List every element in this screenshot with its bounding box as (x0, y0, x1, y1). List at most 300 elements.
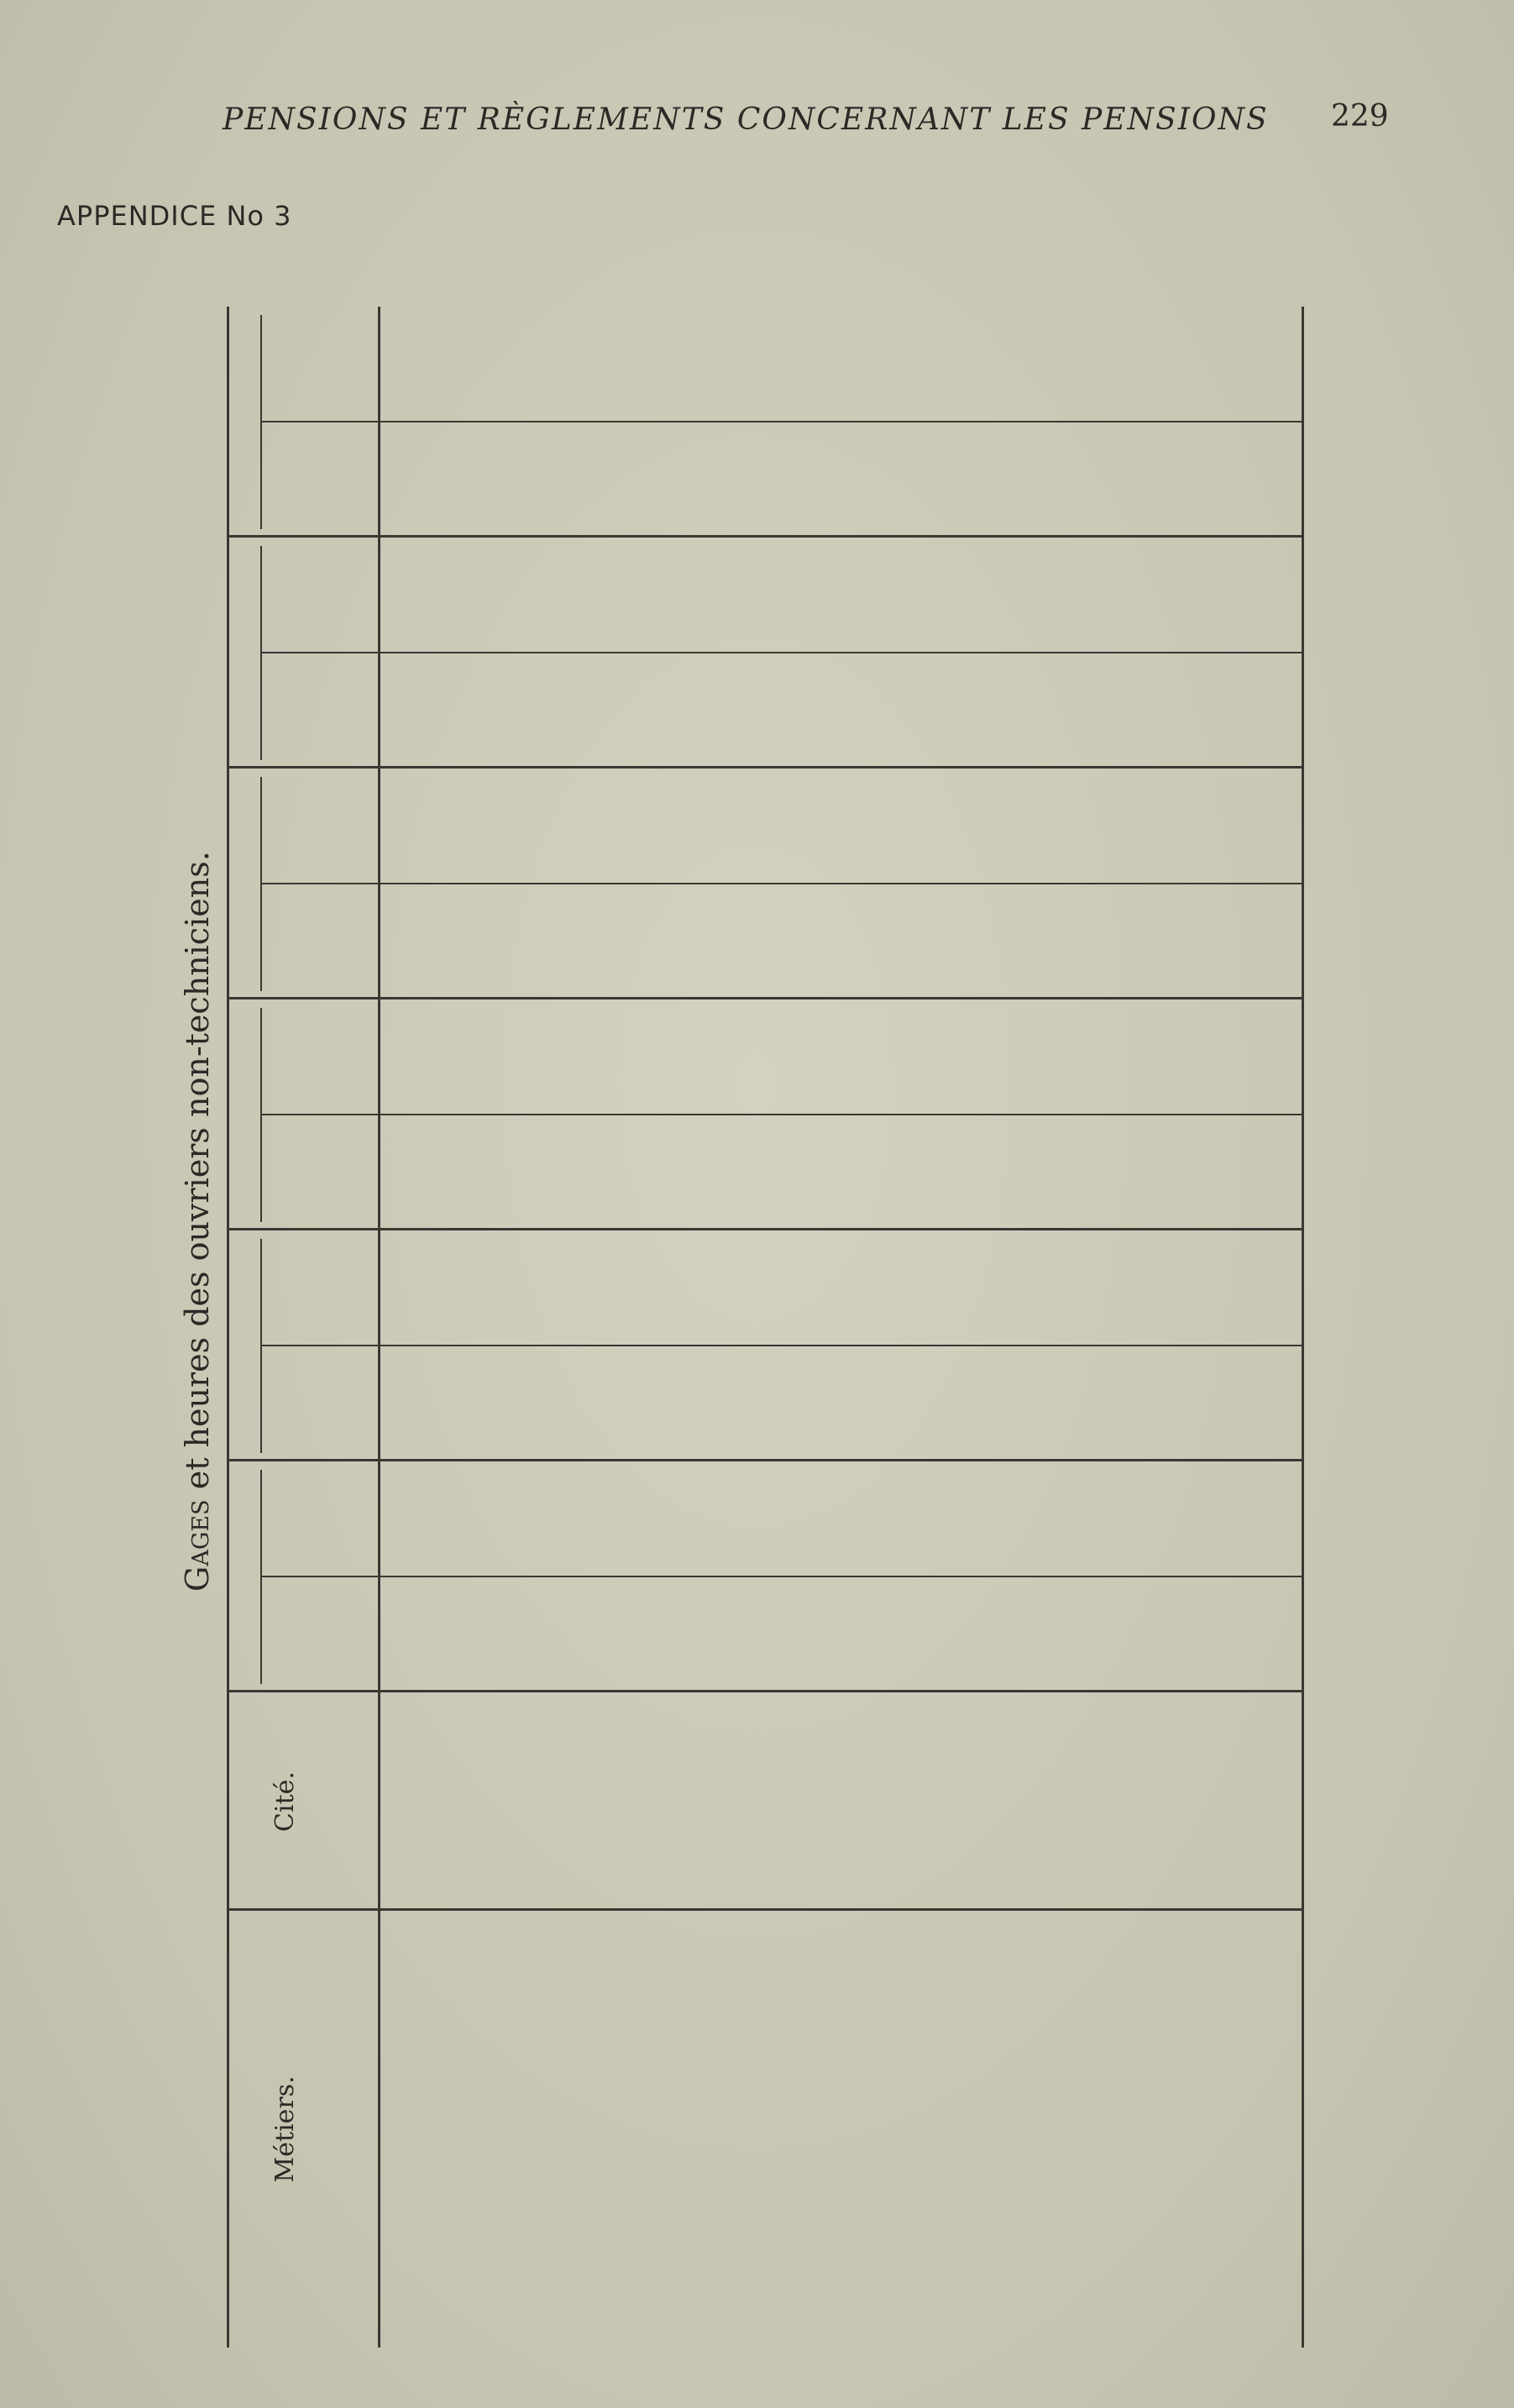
hours-cell (803, 1256, 826, 1321)
rate-hours-rule-5 (260, 421, 1302, 422)
rate-cell (879, 448, 903, 512)
rate-cell (1238, 1603, 1261, 1667)
rate-cell (1135, 1603, 1159, 1667)
rate-cell (777, 1141, 800, 1205)
rate-cell (828, 1141, 851, 1205)
rate-cell (777, 1603, 800, 1667)
hours-cell (752, 333, 775, 397)
hours-cell (905, 564, 929, 628)
hours-cell (674, 1487, 698, 1552)
hours-cell (674, 1256, 698, 1321)
hours-cell (1110, 564, 1134, 628)
rate-cell (1110, 1603, 1134, 1667)
rate-cell (572, 1603, 595, 1667)
rate-cell (547, 1603, 570, 1667)
rate-cell (572, 910, 595, 974)
rate-cell (1084, 679, 1108, 743)
hours-cell (547, 795, 570, 859)
rate-cell (905, 1603, 929, 1667)
rate-cell (444, 1372, 468, 1436)
hours-cell (930, 1256, 954, 1321)
rate-cell (930, 1603, 954, 1667)
hours-cell (956, 1026, 980, 1090)
rate-cell (521, 1141, 544, 1205)
rate-cell (1033, 679, 1056, 743)
rate-cell (930, 448, 954, 512)
table-title-rest: et heures des ouvriers non-techniciens. (179, 851, 216, 1500)
hours-cell (1264, 795, 1287, 859)
hours-cell (930, 1487, 954, 1552)
rate-cell (777, 910, 800, 974)
wages-table (168, 248, 1478, 2348)
hours-cell (521, 1256, 544, 1321)
rate-cell (726, 448, 749, 512)
hours-cell (1187, 1487, 1210, 1552)
hours-cell (418, 795, 442, 859)
rate-cell (752, 1141, 775, 1205)
hours-cell (1213, 1026, 1236, 1090)
rate-cell (956, 1603, 980, 1667)
hours-cell (700, 564, 724, 628)
hours-cell (444, 333, 468, 397)
hours-cell (444, 1256, 468, 1321)
hours-cell (469, 1487, 493, 1552)
rate-hours-rule-2 (260, 1114, 1302, 1115)
hours-cell (956, 333, 980, 397)
rate-cell (1135, 1372, 1159, 1436)
rate-cell (674, 1141, 698, 1205)
rate-cell (982, 910, 1005, 974)
rate-cell (1213, 910, 1236, 974)
hours-cell (879, 795, 903, 859)
hours-cell (623, 1256, 647, 1321)
rate-cell (495, 679, 519, 743)
city-data-rule (227, 1690, 1302, 1692)
hours-cell (521, 333, 544, 397)
hours-cell (1059, 1487, 1082, 1552)
rate-cell (1059, 1141, 1082, 1205)
hours-cell (1033, 1487, 1056, 1552)
hours-cell (649, 564, 673, 628)
rate-cell (854, 1603, 877, 1667)
rate-cell (418, 1372, 442, 1436)
rate-cell (1110, 448, 1134, 512)
hours-cell (1187, 333, 1210, 397)
hours-cell (854, 333, 877, 397)
hours-cell (1033, 795, 1056, 859)
rate-cell (469, 1372, 493, 1436)
hours-cell (623, 333, 647, 397)
rate-cell (1187, 1603, 1210, 1667)
hours-cell (1059, 564, 1082, 628)
rate-cell (956, 448, 980, 512)
rate-cell (879, 679, 903, 743)
hours-cell (803, 333, 826, 397)
hours-cell (1264, 1256, 1287, 1321)
rate-cell (1213, 679, 1236, 743)
hours-cell (1213, 795, 1236, 859)
rate-cell (854, 448, 877, 512)
rate-cell (1264, 448, 1287, 512)
hours-cell (1059, 333, 1082, 397)
rate-cell (905, 448, 929, 512)
hours-cell (674, 564, 698, 628)
hours-cell (930, 1026, 954, 1090)
rate-cell (1238, 910, 1261, 974)
rate-cell (1135, 448, 1159, 512)
rate-cell (1059, 910, 1082, 974)
rate-cell (726, 910, 749, 974)
rate-cell (1084, 1372, 1108, 1436)
rate-cell (700, 448, 724, 512)
rate-cell (418, 1603, 442, 1667)
rate-cell (623, 910, 647, 974)
page-number: 229 (1331, 99, 1389, 134)
rate-cell (623, 679, 647, 743)
rate-cell (1238, 448, 1261, 512)
hours-cell (1033, 333, 1056, 397)
rate-cell (879, 1141, 903, 1205)
year-rule-5 (227, 535, 1302, 538)
hours-cell (777, 564, 800, 628)
hours-cell (1264, 564, 1287, 628)
rate-cell (598, 1372, 621, 1436)
hours-cell (547, 333, 570, 397)
rate-cell (1161, 1372, 1185, 1436)
rate-cell (956, 1141, 980, 1205)
rate-cell (469, 1141, 493, 1205)
hours-cell (879, 1026, 903, 1090)
rate-cell (803, 1141, 826, 1205)
hours-cell (828, 1026, 851, 1090)
hours-cell (1161, 564, 1185, 628)
rate-cell (572, 679, 595, 743)
header-bottom-rule (378, 307, 380, 2348)
hours-cell (700, 1256, 724, 1321)
hours-cell (1084, 1026, 1108, 1090)
hours-cell (674, 333, 698, 397)
rate-cell (1213, 1141, 1236, 1205)
rate-cell (1008, 910, 1031, 974)
hours-cell (777, 795, 800, 859)
hours-cell (418, 333, 442, 397)
hours-cell (1033, 1256, 1056, 1321)
rate-cell (521, 1372, 544, 1436)
rate-cell (649, 910, 673, 974)
rate-cell (1008, 1603, 1031, 1667)
hours-cell (495, 1487, 519, 1552)
hours-cell (1084, 1256, 1108, 1321)
hours-cell (1059, 1026, 1082, 1090)
hours-cell (777, 1256, 800, 1321)
rate-cell (521, 448, 544, 512)
rate-cell (726, 679, 749, 743)
rate-cell (623, 448, 647, 512)
hours-cell (1187, 1256, 1210, 1321)
hours-cell (854, 795, 877, 859)
hours-cell (956, 564, 980, 628)
hours-cell (649, 1256, 673, 1321)
year-label-1 (227, 1230, 260, 1461)
hours-cell (726, 1256, 749, 1321)
rate-cell (1008, 1141, 1031, 1205)
rate-cell (1084, 448, 1108, 512)
hours-cell (930, 795, 954, 859)
hours-cell (905, 333, 929, 397)
rate-cell (982, 1141, 1005, 1205)
rate-cell (1033, 1372, 1056, 1436)
hours-cell (572, 333, 595, 397)
hours-cell (1110, 1026, 1134, 1090)
rate-cell (598, 1141, 621, 1205)
rate-cell (1059, 1603, 1082, 1667)
hours-cell (803, 795, 826, 859)
rate-cell (982, 1372, 1005, 1436)
hours-cell (956, 1256, 980, 1321)
hours-cell (803, 1487, 826, 1552)
hours-cell (572, 795, 595, 859)
hours-cell (572, 1487, 595, 1552)
hours-cell (982, 1487, 1005, 1552)
hours-cell (1213, 564, 1236, 628)
rate-cell (1110, 679, 1134, 743)
rate-cell (752, 910, 775, 974)
col-header-city: Cité. (270, 1771, 300, 1832)
rate-cell (649, 1372, 673, 1436)
rate-cell (1135, 679, 1159, 743)
trade-city-rule (227, 1908, 1302, 1911)
hours-cell (674, 1026, 698, 1090)
hours-cell (956, 1487, 980, 1552)
hours-cell (1008, 564, 1031, 628)
year-label-2 (227, 999, 260, 1230)
hours-cell (1110, 1487, 1134, 1552)
year-rule-4 (227, 766, 1302, 769)
hours-cell (1135, 333, 1159, 397)
rate-cell (777, 448, 800, 512)
hours-cell (1264, 1487, 1287, 1552)
hours-cell (1033, 1026, 1056, 1090)
rate-cell (547, 448, 570, 512)
hours-cell (418, 564, 442, 628)
rate-cell (726, 1603, 749, 1667)
rate-cell (854, 910, 877, 974)
hours-cell (521, 1487, 544, 1552)
rate-cell (444, 679, 468, 743)
rate-cell (1084, 1603, 1108, 1667)
hours-cell (752, 564, 775, 628)
rate-cell (1264, 910, 1287, 974)
hours-cell (418, 1487, 442, 1552)
hours-cell (1187, 795, 1210, 859)
rate-cell (1161, 1603, 1185, 1667)
hours-cell (828, 1256, 851, 1321)
hours-cell (828, 1487, 851, 1552)
rate-cell (495, 1603, 519, 1667)
rate-cell (982, 448, 1005, 512)
hours-cell (726, 333, 749, 397)
rate-cell (1264, 679, 1287, 743)
rate-cell (418, 910, 442, 974)
hours-cell (828, 333, 851, 397)
rate-cell (879, 910, 903, 974)
hours-cell (803, 1026, 826, 1090)
rate-cell (905, 679, 929, 743)
rate-cell (1161, 1141, 1185, 1205)
hours-cell (854, 564, 877, 628)
rate-cell (623, 1372, 647, 1436)
rate-cell (1033, 910, 1056, 974)
rate-cell (674, 1372, 698, 1436)
rate-cell (444, 1141, 468, 1205)
rate-cell (598, 448, 621, 512)
hours-cell (905, 1487, 929, 1552)
hours-cell (777, 333, 800, 397)
rate-cell (1161, 910, 1185, 974)
hours-cell (1033, 564, 1056, 628)
hours-cell (623, 795, 647, 859)
hours-cell (982, 795, 1005, 859)
rate-cell (828, 679, 851, 743)
hours-cell (598, 795, 621, 859)
rate-cell (956, 1372, 980, 1436)
rate-cell (854, 679, 877, 743)
hours-cell (1213, 1256, 1236, 1321)
year-rule-3 (227, 997, 1302, 999)
rate-cell (1264, 1141, 1287, 1205)
hours-cell (1161, 1256, 1185, 1321)
table-title-first-word: Gages (179, 1499, 216, 1592)
hours-cell (854, 1487, 877, 1552)
rate-hours-rule-3 (260, 883, 1302, 884)
hours-cell (700, 1026, 724, 1090)
hours-cell (623, 1026, 647, 1090)
rate-cell (726, 1141, 749, 1205)
rate-cell (547, 1141, 570, 1205)
hours-cell (1008, 795, 1031, 859)
rate-cell (1187, 1372, 1210, 1436)
appendix-label: APPENDICE No 3 (57, 200, 292, 232)
hours-cell (1008, 333, 1031, 397)
rate-cell (572, 1372, 595, 1436)
rate-cell (1110, 1372, 1134, 1436)
rate-cell (1084, 1141, 1108, 1205)
hours-cell (469, 1026, 493, 1090)
rate-cell (905, 910, 929, 974)
hours-cell (623, 1487, 647, 1552)
hours-cell (469, 564, 493, 628)
hours-cell (956, 795, 980, 859)
hours-cell (1135, 564, 1159, 628)
hours-cell (469, 1256, 493, 1321)
rate-cell (469, 910, 493, 974)
hours-cell (905, 1026, 929, 1090)
rate-cell (572, 448, 595, 512)
hours-cell (1213, 1487, 1236, 1552)
rate-cell (1161, 448, 1185, 512)
table-bottom-rule (1302, 307, 1304, 2348)
hours-cell (1238, 333, 1261, 397)
hours-cell (547, 1026, 570, 1090)
hours-cell (752, 1026, 775, 1090)
hours-cell (700, 795, 724, 859)
rate-cell (1161, 679, 1185, 743)
hours-cell (469, 795, 493, 859)
rate-cell (598, 910, 621, 974)
hours-cell (495, 1256, 519, 1321)
rate-cell (956, 910, 980, 974)
hours-cell (1135, 1487, 1159, 1552)
hours-cell (1161, 795, 1185, 859)
rate-cell (598, 1603, 621, 1667)
hours-cell (930, 333, 954, 397)
hours-cell (752, 1256, 775, 1321)
hours-cell (1008, 1487, 1031, 1552)
rate-cell (879, 1372, 903, 1436)
rate-cell (444, 448, 468, 512)
rate-cell (444, 1603, 468, 1667)
hours-cell (469, 333, 493, 397)
hours-cell (1008, 1026, 1031, 1090)
rate-cell (803, 1603, 826, 1667)
rate-cell (982, 1603, 1005, 1667)
rate-cell (674, 679, 698, 743)
rate-cell (1008, 679, 1031, 743)
rate-cell (930, 1372, 954, 1436)
rate-cell (1033, 448, 1056, 512)
rate-cell (905, 1372, 929, 1436)
rate-cell (1187, 448, 1210, 512)
rate-cell (649, 679, 673, 743)
hours-cell (444, 564, 468, 628)
rate-cell (828, 1372, 851, 1436)
hours-cell (1059, 795, 1082, 859)
hours-cell (1084, 1487, 1108, 1552)
rate-cell (1059, 448, 1082, 512)
hours-cell (547, 1487, 570, 1552)
rate-cell (649, 448, 673, 512)
year-rule-2 (227, 1228, 1302, 1230)
hours-cell (879, 1487, 903, 1552)
hours-cell (1238, 564, 1261, 628)
rate-cell (1238, 1141, 1261, 1205)
rate-cell (777, 679, 800, 743)
running-head: PENSIONS ET RÈGLEMENTS CONCERNANT LES PENSIONS (223, 102, 1269, 137)
rate-cell (1110, 1141, 1134, 1205)
rate-cell (828, 448, 851, 512)
rate-cell (1135, 1141, 1159, 1205)
hours-cell (1135, 795, 1159, 859)
hours-cell (444, 1487, 468, 1552)
rate-cell (547, 1372, 570, 1436)
hours-cell (547, 564, 570, 628)
hours-cell (752, 795, 775, 859)
rate-cell (777, 1372, 800, 1436)
rate-cell (598, 679, 621, 743)
hours-cell (752, 1487, 775, 1552)
rate-cell (854, 1372, 877, 1436)
hours-cell (1161, 333, 1185, 397)
hours-cell (649, 1487, 673, 1552)
hours-cell (1238, 1026, 1261, 1090)
hours-cell (905, 795, 929, 859)
hours-cell (1238, 1487, 1261, 1552)
rate-cell (649, 1141, 673, 1205)
hours-cell (828, 795, 851, 859)
rate-cell (1008, 1372, 1031, 1436)
rate-cell (469, 1603, 493, 1667)
hours-cell (495, 333, 519, 397)
